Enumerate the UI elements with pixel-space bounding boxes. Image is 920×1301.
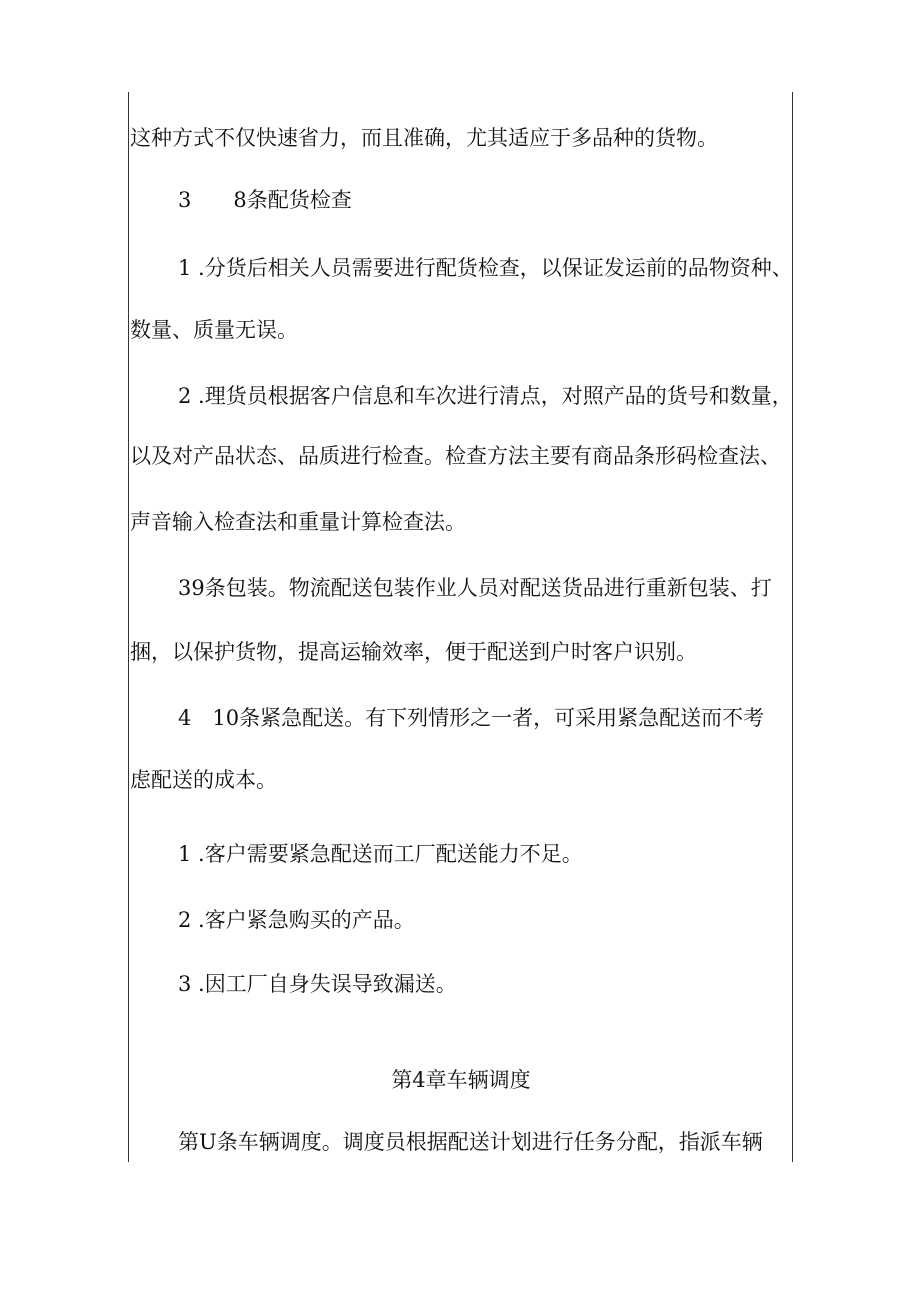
paragraph-line: 4 10条紧急配送。有下列情形之一者，可采用紧急配送而不考 [178,706,765,730]
left-border-line [128,92,129,1162]
list-item: 1 .客户需要紧急配送而工厂配送能力不足。 [178,842,583,866]
paragraph-line: 虑配送的成本。 [130,768,277,792]
list-item: 2 .客户紧急购买的产品。 [178,908,415,932]
paragraph-line: 第U条车辆调度。调度员根据配送计划进行任务分配，指派车辆 [178,1130,763,1154]
chapter-title: 第4章车辆调度 [391,1068,531,1092]
paragraph-line: 39条包装。物流配送包装作业人员对配送货品进行重新包装、打 [178,576,772,600]
paragraph-line: 1 .分货后相关人员需要进行配货检查，以保证发运前的品物资种、 [178,256,793,280]
paragraph-line: 数量、质量无误。 [130,318,298,342]
list-item: 3 .因工厂自身失误导致漏送。 [178,972,457,996]
paragraph-line: 捆，以保护货物，提高运输效率，便于配送到户时客户识别。 [130,640,697,664]
paragraph-line: 声音输入检查法和重量计算检查法。 [130,510,466,534]
right-border-line [792,92,793,1162]
paragraph-line: 以及对产品状态、品质进行检查。检查方法主要有商品条形码检查法、 [130,444,781,468]
section-heading: 3 8条配货检查 [178,188,352,212]
paragraph-line: 2 .理货员根据客户信息和车次进行清点，对照产品的货号和数量， [178,384,793,408]
paragraph-line: 这种方式不仅快速省力，而且准确，尤其适应于多品种的货物。 [130,126,718,150]
